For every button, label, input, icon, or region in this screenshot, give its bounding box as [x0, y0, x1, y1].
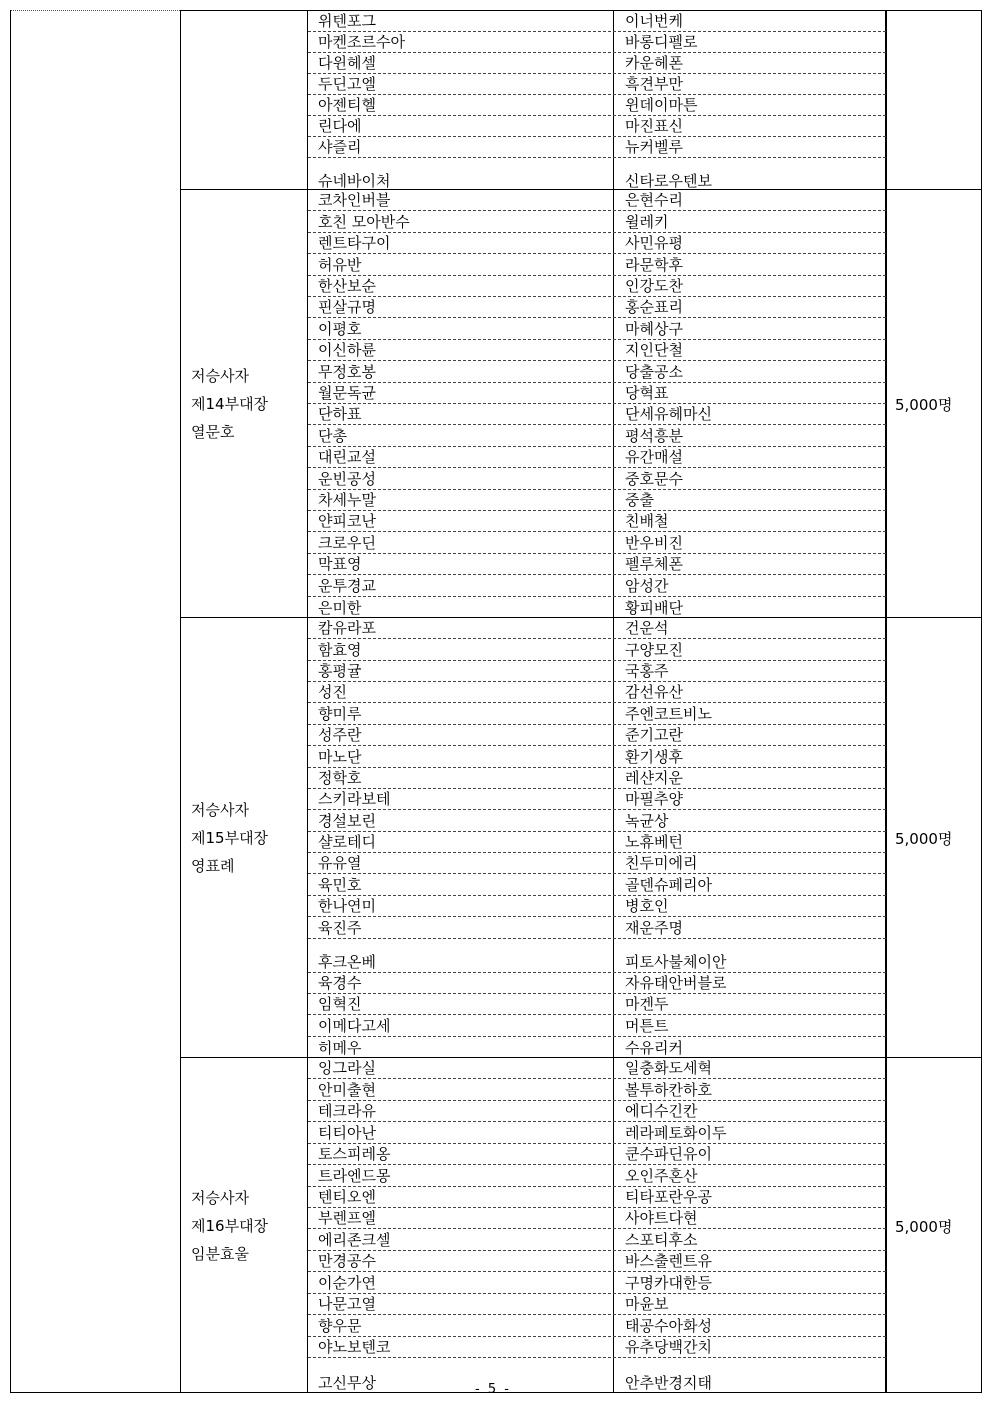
member-list	[308, 618, 886, 1057]
member-name-left: 에리존크셀	[318, 1230, 391, 1249]
member-name-left: 한나연미	[318, 897, 376, 916]
unit-count: 5,000명	[895, 1217, 953, 1236]
member-name-left: 마노단	[318, 747, 362, 766]
unit-label-cell	[181, 190, 308, 617]
member-name-right: 일충화도세혁	[625, 1059, 712, 1078]
member-name-right: 홍순표리	[625, 298, 683, 317]
member-row	[308, 1208, 886, 1229]
unit-label-line: 제15부대장	[191, 829, 269, 847]
member-name-right: 펠루체폰	[625, 555, 683, 574]
member-row	[308, 297, 886, 318]
member-name-right: 지인단철	[625, 341, 683, 360]
member-row	[308, 158, 886, 191]
member-name-right: 국홍주	[625, 662, 669, 681]
member-name-right: 녹균상	[625, 811, 669, 830]
member-name-left: 성주란	[318, 726, 362, 745]
member-name-left: 정학호	[318, 768, 362, 787]
unit-group	[181, 10, 982, 190]
member-row	[308, 703, 886, 724]
member-name-left: 캄유라포	[318, 619, 376, 638]
member-name-left: 이순가연	[318, 1273, 376, 1292]
member-name-right: 바롱디펠로	[625, 33, 698, 51]
member-name-right: 암성간	[625, 576, 669, 595]
member-name-right: 황피배단	[625, 598, 683, 617]
member-name-left: 두딘고엘	[318, 75, 376, 93]
member-name-left: 트라엔드몽	[318, 1166, 391, 1185]
member-row	[308, 1079, 886, 1100]
member-name-left: 야노보텐코	[318, 1337, 391, 1356]
member-name-left: 린다에	[318, 117, 362, 135]
member-row	[308, 340, 886, 361]
member-name-right: 재운주명	[625, 918, 683, 937]
member-name-right: 볼투하칸하호	[625, 1080, 712, 1099]
member-name-left: 임혁진	[318, 995, 362, 1014]
member-name-right: 안추반경지태	[625, 1374, 712, 1392]
unit-group	[181, 190, 982, 618]
member-name-right: 유추당백간치	[625, 1337, 712, 1356]
unit-label-cell	[181, 1058, 308, 1392]
member-name-left: 다윈헤셀	[318, 54, 376, 72]
member-row	[308, 917, 886, 938]
member-name-left: 얀피코난	[318, 512, 376, 531]
member-name-right: 마겐두	[625, 995, 669, 1014]
unit-label-cell	[181, 618, 308, 1057]
member-name-right: 은현수리	[625, 191, 683, 210]
member-name-right: 마진표신	[625, 117, 683, 135]
member-name-right: 라문학후	[625, 255, 683, 274]
member-name-left: 테크라유	[318, 1102, 376, 1121]
member-row	[308, 832, 886, 853]
member-name-right: 카운헤폰	[625, 54, 683, 72]
member-name-left: 부렌프엘	[318, 1209, 376, 1228]
member-name-left: 단총	[318, 426, 347, 445]
member-name-left: 한산보순	[318, 276, 376, 295]
unit-group	[181, 1058, 982, 1393]
member-row	[308, 994, 886, 1015]
member-name-right: 친배철	[625, 512, 669, 531]
member-row	[308, 939, 886, 973]
unit-label-line: 제14부대장	[191, 395, 269, 413]
member-row	[308, 810, 886, 831]
member-name-right: 유간매설	[625, 448, 683, 467]
member-list	[308, 1058, 886, 1392]
unit-count-cell	[886, 190, 982, 617]
unit-label-line: 저승사자	[191, 1188, 249, 1207]
member-name-right: 뉴커벨루	[625, 138, 683, 156]
member-name-right: 감선유산	[625, 683, 683, 702]
member-name-right: 병호인	[625, 897, 669, 916]
member-list	[308, 190, 886, 617]
member-row	[308, 468, 886, 489]
member-name-right: 당출공소	[625, 362, 683, 381]
member-name-left: 육민호	[318, 875, 362, 894]
unit-group	[181, 618, 982, 1058]
member-row	[308, 425, 886, 446]
member-name-right: 태공수아화성	[625, 1316, 712, 1335]
member-row	[308, 137, 886, 158]
member-name-right: 당혁표	[625, 383, 669, 402]
member-name-left: 육진주	[318, 918, 362, 937]
member-name-left: 만경공수	[318, 1252, 376, 1271]
member-name-left: 크로우딘	[318, 533, 376, 552]
member-name-right: 신타로우텐보	[625, 172, 712, 190]
member-name-right: 자유태안버블로	[625, 973, 727, 992]
member-row	[308, 1315, 886, 1336]
member-name-right: 구명카대한등	[625, 1273, 712, 1292]
member-name-left: 이메다고세	[318, 1016, 391, 1035]
member-name-right: 피토사불체이안	[625, 952, 727, 971]
member-row	[308, 383, 886, 404]
member-name-right: 사야트다현	[625, 1209, 698, 1228]
member-name-right: 환기생후	[625, 747, 683, 766]
member-row	[308, 116, 886, 137]
member-name-right: 수유리커	[625, 1038, 683, 1057]
member-row	[308, 725, 886, 746]
member-name-left: 함효영	[318, 640, 362, 659]
member-list	[308, 11, 886, 189]
member-name-left: 마켄조르수아	[318, 33, 405, 51]
member-row	[308, 361, 886, 382]
member-row	[308, 746, 886, 767]
member-name-left: 잉그라실	[318, 1059, 376, 1078]
member-name-right: 준기고란	[625, 726, 683, 745]
unit-count: 5,000명	[895, 396, 953, 414]
member-row	[308, 211, 886, 232]
member-row	[308, 618, 886, 639]
member-row	[308, 1122, 886, 1143]
member-name-left: 단하표	[318, 405, 362, 424]
member-name-left: 나문고열	[318, 1295, 376, 1314]
member-row	[308, 11, 886, 32]
member-name-left: 호친 모아반수	[318, 212, 410, 231]
member-name-right: 에디수긴칸	[625, 1102, 698, 1121]
left-margin-column	[10, 10, 181, 1393]
member-row	[308, 190, 886, 211]
member-name-right: 평석흥분	[625, 426, 683, 445]
member-row	[308, 32, 886, 53]
member-name-left: 차세누말	[318, 490, 376, 509]
member-row	[308, 511, 886, 532]
member-name-right: 사민유평	[625, 234, 683, 253]
member-row	[308, 233, 886, 254]
member-name-left: 유유열	[318, 854, 362, 873]
member-row	[308, 95, 886, 116]
unit-label-cell	[181, 11, 308, 189]
member-row	[308, 447, 886, 468]
member-row	[308, 1165, 886, 1186]
member-name-right: 윈데이마튼	[625, 96, 698, 114]
member-name-left: 육경수	[318, 973, 362, 992]
member-row	[308, 1251, 886, 1272]
member-row	[308, 554, 886, 575]
member-name-right: 친두미에리	[625, 854, 698, 873]
member-name-left: 고신무상	[318, 1374, 376, 1392]
member-name-left: 무정호봉	[318, 362, 376, 381]
member-row	[308, 661, 886, 682]
unit-label-line: 저승사자	[191, 367, 249, 385]
member-name-right: 마윤보	[625, 1295, 669, 1314]
member-name-right: 마혜상구	[625, 319, 683, 338]
member-name-left: 대린교설	[318, 448, 376, 467]
member-row	[308, 1337, 886, 1358]
member-row	[308, 404, 886, 425]
member-name-right: 머튼트	[625, 1016, 669, 1035]
member-name-left: 샬로테디	[318, 833, 376, 852]
member-name-left: 샤즐리	[318, 138, 362, 156]
member-row	[308, 874, 886, 895]
member-row	[308, 532, 886, 553]
member-row	[308, 853, 886, 874]
member-name-right: 바스출렌트유	[625, 1252, 712, 1271]
member-row	[308, 682, 886, 703]
member-row	[308, 1358, 886, 1393]
member-name-right: 단세유헤마신	[625, 405, 712, 424]
member-row	[308, 1058, 886, 1079]
unit-count-cell	[886, 618, 982, 1057]
member-name-left: 운빈공성	[318, 469, 376, 488]
unit-label-line: 열문호	[191, 423, 235, 441]
member-row	[308, 74, 886, 95]
member-name-right: 윌레키	[625, 212, 669, 231]
member-row	[308, 318, 886, 339]
member-row	[308, 639, 886, 660]
member-name-left: 아젠티헬	[318, 96, 376, 114]
page-number: - 5 -	[475, 1382, 511, 1397]
member-name-right: 중호문수	[625, 469, 683, 488]
member-name-left: 티티아난	[318, 1123, 376, 1142]
member-name-left: 허유반	[318, 255, 362, 274]
member-name-left: 월문독균	[318, 383, 376, 402]
member-name-left: 텐티오엔	[318, 1187, 376, 1206]
member-name-right: 레샨지운	[625, 768, 683, 787]
member-row	[308, 597, 886, 618]
member-name-right: 레라페토화이두	[625, 1123, 727, 1142]
member-name-left: 핀살규명	[318, 298, 376, 317]
member-name-left: 운투경교	[318, 576, 376, 595]
member-name-right: 티타포란우공	[625, 1187, 712, 1206]
member-name-left: 렌트타구이	[318, 234, 391, 253]
member-name-left: 이신하륜	[318, 341, 376, 360]
unit-count-cell	[886, 1058, 982, 1392]
member-name-left: 경설보린	[318, 811, 376, 830]
member-name-left: 이평호	[318, 319, 362, 338]
member-name-right: 마필추양	[625, 790, 683, 809]
member-row	[308, 1229, 886, 1250]
member-name-left: 토스피레옹	[318, 1145, 391, 1164]
member-name-left: 향미루	[318, 704, 362, 723]
member-name-left: 스키라보테	[318, 790, 391, 809]
member-row	[308, 53, 886, 74]
member-name-left: 안미출현	[318, 1080, 376, 1099]
unit-label-line: 저승사자	[191, 801, 249, 819]
member-row	[308, 973, 886, 994]
unit-count: 5,000명	[895, 830, 953, 848]
member-name-left: 위텐포그	[318, 12, 376, 30]
member-row	[308, 575, 886, 596]
member-row	[308, 1015, 886, 1036]
member-name-left: 코차인버블	[318, 191, 391, 210]
member-name-left: 후크온베	[318, 952, 376, 971]
member-row	[308, 1144, 886, 1165]
unit-label-line: 영표례	[191, 857, 235, 875]
member-row	[308, 768, 886, 789]
unit-label-line: 제16부대장	[191, 1216, 269, 1235]
member-name-left: 은미한	[318, 598, 362, 617]
member-name-right: 스포티후소	[625, 1230, 698, 1249]
member-name-right: 주엔코트비노	[625, 704, 712, 723]
member-name-left: 성진	[318, 683, 347, 702]
member-row	[308, 1187, 886, 1208]
member-name-right: 흑견부만	[625, 75, 683, 93]
member-name-left: 슈네바이처	[318, 172, 391, 190]
member-name-right: 건운석	[625, 619, 669, 638]
member-name-right: 쿤수파딘유이	[625, 1145, 712, 1164]
member-row	[308, 490, 886, 511]
member-row	[308, 1294, 886, 1315]
unit-label-line: 임분효울	[191, 1244, 249, 1263]
member-name-right: 반우비진	[625, 533, 683, 552]
member-name-left: 홍평귤	[318, 662, 362, 681]
member-name-left: 히메우	[318, 1038, 362, 1057]
member-row	[308, 1037, 886, 1058]
member-name-left: 막표영	[318, 555, 362, 574]
member-row	[308, 1272, 886, 1293]
member-row	[308, 276, 886, 297]
member-row	[308, 1101, 886, 1122]
member-name-right: 노휴베턴	[625, 833, 683, 852]
member-name-left: 향우문	[318, 1316, 362, 1335]
member-name-right: 중출	[625, 490, 654, 509]
member-row	[308, 254, 886, 275]
unit-count-cell	[886, 11, 982, 189]
member-name-right: 골덴슈페리아	[625, 875, 712, 894]
member-row	[308, 896, 886, 917]
member-name-right: 이너번케	[625, 12, 683, 30]
member-name-right: 오인주혼산	[625, 1166, 698, 1185]
member-row	[308, 789, 886, 810]
member-name-right: 구양모진	[625, 640, 683, 659]
member-name-right: 인강도찬	[625, 276, 683, 295]
